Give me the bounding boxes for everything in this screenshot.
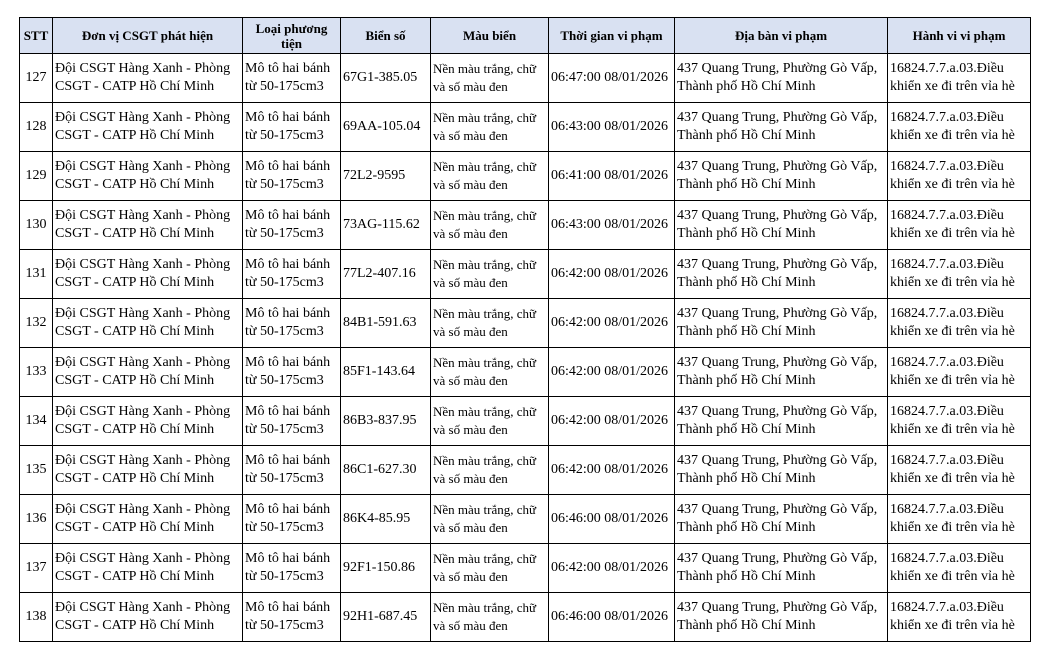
- cell-bien-so: 77L2-407.16: [341, 250, 431, 299]
- cell-hanh-vi: 16824.7.7.a.03.Điều khiển xe đi trên vỉa hè: [888, 299, 1031, 348]
- cell-bien-so: 67G1-385.05: [341, 54, 431, 103]
- cell-loai-phuong-tien: Mô tô hai bánh từ 50-175cm3: [243, 152, 341, 201]
- cell-mau-bien: Nền màu trắng, chữ và số màu đen: [431, 593, 549, 642]
- cell-bien-so: 72L2-9595: [341, 152, 431, 201]
- header-bien-so: Biển số: [341, 18, 431, 54]
- header-loai-phuong-tien: Loại phương tiện: [243, 18, 341, 54]
- cell-dia-ban: 437 Quang Trung, Phường Gò Vấp, Thành phố Hồ Chí Minh: [675, 495, 888, 544]
- cell-bien-so: 86C1-627.30: [341, 446, 431, 495]
- cell-thoi-gian: 06:42:00 08/01/2026: [549, 299, 675, 348]
- table-row: [20, 348, 1031, 397]
- cell-loai-phuong-tien: Mô tô hai bánh từ 50-175cm3: [243, 201, 341, 250]
- cell-hanh-vi: 16824.7.7.a.03.Điều khiển xe đi trên vỉa hè: [888, 397, 1031, 446]
- cell-bien-so: 92H1-687.45: [341, 593, 431, 642]
- cell-hanh-vi: 16824.7.7.a.03.Điều khiển xe đi trên vỉa hè: [888, 152, 1031, 201]
- cell-stt: 134: [20, 397, 53, 446]
- table-row: [20, 54, 1031, 103]
- cell-mau-bien: Nền màu trắng, chữ và số màu đen: [431, 54, 549, 103]
- cell-hanh-vi: 16824.7.7.a.03.Điều khiển xe đi trên vỉa hè: [888, 201, 1031, 250]
- cell-stt: 138: [20, 593, 53, 642]
- header-mau-bien: Màu biển: [431, 18, 549, 54]
- cell-mau-bien: Nền màu trắng, chữ và số màu đen: [431, 299, 549, 348]
- cell-thoi-gian: 06:42:00 08/01/2026: [549, 397, 675, 446]
- header-dia-ban: Địa bàn vi phạm: [675, 18, 888, 54]
- cell-don-vi: Đội CSGT Hàng Xanh - Phòng CSGT - CATP Hồ Chí Minh: [53, 495, 243, 544]
- cell-don-vi: Đội CSGT Hàng Xanh - Phòng CSGT - CATP Hồ Chí Minh: [53, 54, 243, 103]
- cell-don-vi: Đội CSGT Hàng Xanh - Phòng CSGT - CATP Hồ Chí Minh: [53, 348, 243, 397]
- cell-thoi-gian: 06:46:00 08/01/2026: [549, 593, 675, 642]
- cell-loai-phuong-tien: Mô tô hai bánh từ 50-175cm3: [243, 103, 341, 152]
- cell-thoi-gian: 06:46:00 08/01/2026: [549, 495, 675, 544]
- cell-hanh-vi: 16824.7.7.a.03.Điều khiển xe đi trên vỉa hè: [888, 495, 1031, 544]
- cell-don-vi: Đội CSGT Hàng Xanh - Phòng CSGT - CATP Hồ Chí Minh: [53, 593, 243, 642]
- cell-don-vi: Đội CSGT Hàng Xanh - Phòng CSGT - CATP Hồ Chí Minh: [53, 299, 243, 348]
- cell-bien-so: 73AG-115.62: [341, 201, 431, 250]
- cell-hanh-vi: 16824.7.7.a.03.Điều khiển xe đi trên vỉa hè: [888, 250, 1031, 299]
- cell-thoi-gian: 06:42:00 08/01/2026: [549, 544, 675, 593]
- cell-bien-so: 85F1-143.64: [341, 348, 431, 397]
- cell-thoi-gian: 06:43:00 08/01/2026: [549, 103, 675, 152]
- cell-bien-so: 84B1-591.63: [341, 299, 431, 348]
- cell-dia-ban: 437 Quang Trung, Phường Gò Vấp, Thành phố Hồ Chí Minh: [675, 201, 888, 250]
- cell-dia-ban: 437 Quang Trung, Phường Gò Vấp, Thành phố Hồ Chí Minh: [675, 299, 888, 348]
- cell-dia-ban: 437 Quang Trung, Phường Gò Vấp, Thành phố Hồ Chí Minh: [675, 250, 888, 299]
- cell-loai-phuong-tien: Mô tô hai bánh từ 50-175cm3: [243, 446, 341, 495]
- cell-stt: 127: [20, 54, 53, 103]
- cell-mau-bien: Nền màu trắng, chữ và số màu đen: [431, 201, 549, 250]
- cell-loai-phuong-tien: Mô tô hai bánh từ 50-175cm3: [243, 299, 341, 348]
- cell-mau-bien: Nền màu trắng, chữ và số màu đen: [431, 544, 549, 593]
- cell-thoi-gian: 06:41:00 08/01/2026: [549, 152, 675, 201]
- cell-loai-phuong-tien: Mô tô hai bánh từ 50-175cm3: [243, 348, 341, 397]
- cell-thoi-gian: 06:42:00 08/01/2026: [549, 348, 675, 397]
- header-thoi-gian: Thời gian vi phạm: [549, 18, 675, 54]
- cell-mau-bien: Nền màu trắng, chữ và số màu đen: [431, 250, 549, 299]
- table-row: [20, 250, 1031, 299]
- table-row: [20, 299, 1031, 348]
- cell-dia-ban: 437 Quang Trung, Phường Gò Vấp, Thành phố Hồ Chí Minh: [675, 348, 888, 397]
- table-row: [20, 446, 1031, 495]
- cell-stt: 128: [20, 103, 53, 152]
- cell-dia-ban: 437 Quang Trung, Phường Gò Vấp, Thành phố Hồ Chí Minh: [675, 54, 888, 103]
- cell-mau-bien: Nền màu trắng, chữ và số màu đen: [431, 348, 549, 397]
- cell-loai-phuong-tien: Mô tô hai bánh từ 50-175cm3: [243, 54, 341, 103]
- cell-don-vi: Đội CSGT Hàng Xanh - Phòng CSGT - CATP Hồ Chí Minh: [53, 250, 243, 299]
- cell-don-vi: Đội CSGT Hàng Xanh - Phòng CSGT - CATP Hồ Chí Minh: [53, 152, 243, 201]
- cell-stt: 133: [20, 348, 53, 397]
- cell-thoi-gian: 06:42:00 08/01/2026: [549, 250, 675, 299]
- cell-don-vi: Đội CSGT Hàng Xanh - Phòng CSGT - CATP Hồ Chí Minh: [53, 544, 243, 593]
- cell-stt: 130: [20, 201, 53, 250]
- table-row: [20, 152, 1031, 201]
- cell-dia-ban: 437 Quang Trung, Phường Gò Vấp, Thành phố Hồ Chí Minh: [675, 593, 888, 642]
- cell-bien-so: 86B3-837.95: [341, 397, 431, 446]
- cell-stt: 131: [20, 250, 53, 299]
- cell-don-vi: Đội CSGT Hàng Xanh - Phòng CSGT - CATP Hồ Chí Minh: [53, 103, 243, 152]
- table-row: [20, 201, 1031, 250]
- cell-bien-so: 86K4-85.95: [341, 495, 431, 544]
- cell-mau-bien: Nền màu trắng, chữ và số màu đen: [431, 397, 549, 446]
- cell-loai-phuong-tien: Mô tô hai bánh từ 50-175cm3: [243, 593, 341, 642]
- table-row: [20, 544, 1031, 593]
- cell-hanh-vi: 16824.7.7.a.03.Điều khiển xe đi trên vỉa hè: [888, 544, 1031, 593]
- cell-hanh-vi: 16824.7.7.a.03.Điều khiển xe đi trên vỉa hè: [888, 103, 1031, 152]
- cell-thoi-gian: 06:42:00 08/01/2026: [549, 446, 675, 495]
- table-row: [20, 103, 1031, 152]
- cell-dia-ban: 437 Quang Trung, Phường Gò Vấp, Thành phố Hồ Chí Minh: [675, 397, 888, 446]
- cell-thoi-gian: 06:47:00 08/01/2026: [549, 54, 675, 103]
- cell-stt: 136: [20, 495, 53, 544]
- cell-mau-bien: Nền màu trắng, chữ và số màu đen: [431, 103, 549, 152]
- cell-bien-so: 92F1-150.86: [341, 544, 431, 593]
- cell-mau-bien: Nền màu trắng, chữ và số màu đen: [431, 495, 549, 544]
- cell-don-vi: Đội CSGT Hàng Xanh - Phòng CSGT - CATP Hồ Chí Minh: [53, 201, 243, 250]
- cell-stt: 137: [20, 544, 53, 593]
- table-header-row: [20, 18, 1031, 54]
- header-hanh-vi: Hành vi vi phạm: [888, 18, 1031, 54]
- cell-hanh-vi: 16824.7.7.a.03.Điều khiển xe đi trên vỉa hè: [888, 446, 1031, 495]
- header-stt: STT: [20, 18, 53, 54]
- cell-dia-ban: 437 Quang Trung, Phường Gò Vấp, Thành phố Hồ Chí Minh: [675, 103, 888, 152]
- table-row: [20, 397, 1031, 446]
- table-body: [20, 54, 1031, 642]
- cell-mau-bien: Nền màu trắng, chữ và số màu đen: [431, 152, 549, 201]
- cell-hanh-vi: 16824.7.7.a.03.Điều khiển xe đi trên vỉa hè: [888, 593, 1031, 642]
- cell-hanh-vi: 16824.7.7.a.03.Điều khiển xe đi trên vỉa hè: [888, 54, 1031, 103]
- cell-bien-so: 69AA-105.04: [341, 103, 431, 152]
- cell-dia-ban: 437 Quang Trung, Phường Gò Vấp, Thành phố Hồ Chí Minh: [675, 446, 888, 495]
- table-row: [20, 593, 1031, 642]
- cell-stt: 132: [20, 299, 53, 348]
- header-don-vi: Đơn vị CSGT phát hiện: [53, 18, 243, 54]
- cell-don-vi: Đội CSGT Hàng Xanh - Phòng CSGT - CATP Hồ Chí Minh: [53, 446, 243, 495]
- cell-loai-phuong-tien: Mô tô hai bánh từ 50-175cm3: [243, 544, 341, 593]
- cell-dia-ban: 437 Quang Trung, Phường Gò Vấp, Thành phố Hồ Chí Minh: [675, 152, 888, 201]
- cell-thoi-gian: 06:43:00 08/01/2026: [549, 201, 675, 250]
- cell-mau-bien: Nền màu trắng, chữ và số màu đen: [431, 446, 549, 495]
- cell-dia-ban: 437 Quang Trung, Phường Gò Vấp, Thành phố Hồ Chí Minh: [675, 544, 888, 593]
- violations-table: [19, 17, 1031, 642]
- cell-stt: 135: [20, 446, 53, 495]
- cell-loai-phuong-tien: Mô tô hai bánh từ 50-175cm3: [243, 495, 341, 544]
- table-row: [20, 495, 1031, 544]
- cell-stt: 129: [20, 152, 53, 201]
- cell-don-vi: Đội CSGT Hàng Xanh - Phòng CSGT - CATP Hồ Chí Minh: [53, 397, 243, 446]
- cell-loai-phuong-tien: Mô tô hai bánh từ 50-175cm3: [243, 397, 341, 446]
- cell-loai-phuong-tien: Mô tô hai bánh từ 50-175cm3: [243, 250, 341, 299]
- cell-hanh-vi: 16824.7.7.a.03.Điều khiển xe đi trên vỉa hè: [888, 348, 1031, 397]
